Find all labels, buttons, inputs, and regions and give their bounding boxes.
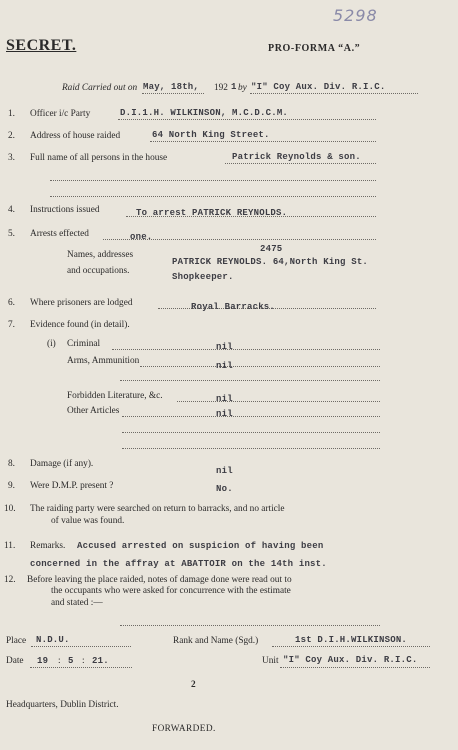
item-8-number: 8. <box>8 459 15 469</box>
date-label: Date <box>6 656 24 666</box>
unit-label: Unit <box>262 656 279 666</box>
raid-date: May, 18th, <box>143 82 200 92</box>
remarks-value-line-2: concerned in the affray at ABATTOIR on the 14th inst. <box>30 559 327 569</box>
dotted-line <box>272 646 430 647</box>
file-number: 5298 <box>333 6 378 25</box>
date-day: 19 <box>37 656 49 666</box>
forwarded-text: FORWARDED. <box>152 724 216 734</box>
item-6-number: 6. <box>8 298 15 308</box>
place-value: N.D.U. <box>36 635 70 645</box>
item-11-number: 11. <box>4 541 16 551</box>
item-12-number: 12. <box>4 575 16 585</box>
dotted-line <box>140 366 380 367</box>
lodged-value: Royal Barracks. <box>191 302 276 312</box>
dotted-line <box>122 448 380 449</box>
dotted-line <box>50 180 376 181</box>
damage-label: Damage (if any). <box>30 459 94 469</box>
address-label: Address of house raided <box>30 131 121 141</box>
form-name: PRO-FORMA “A.” <box>268 43 361 54</box>
dotted-line <box>225 163 376 164</box>
literature-label: Forbidden Literature, &c. <box>67 391 163 401</box>
persons-value: Patrick Reynolds & son. <box>232 152 361 162</box>
dotted-line <box>150 141 376 142</box>
damage-notes-line-1: Before leaving the place raided, notes of damage done were read out to <box>27 575 292 585</box>
item-10-number: 10. <box>4 504 16 514</box>
item-1-number: 1. <box>8 109 15 119</box>
dotted-line <box>30 667 132 668</box>
literature-value: nil <box>216 394 233 404</box>
prisoner-number: 2475 <box>260 244 283 254</box>
page-number: 2 <box>191 680 196 690</box>
criminal-label: Criminal <box>67 339 101 349</box>
dotted-line <box>250 93 418 94</box>
by-label: by <box>238 83 247 93</box>
dmp-label: Were D.M.P. present ? <box>30 481 114 491</box>
other-articles-value: nil <box>216 409 233 419</box>
other-articles-label: Other Articles <box>67 406 120 416</box>
names-value-line-2: Shopkeeper. <box>172 272 234 282</box>
dotted-line <box>112 349 380 350</box>
arms-label: Arms, Ammunition <box>67 356 140 366</box>
date-separator: : <box>82 656 85 666</box>
headquarters-text: Headquarters, Dublin District. <box>6 700 119 710</box>
raid-unit: "I" Coy Aux. Div. R.I.C. <box>251 82 386 92</box>
lodged-label: Where prisoners are lodged <box>30 298 133 308</box>
item-7-sub-number: (i) <box>47 339 56 349</box>
dotted-line <box>122 432 380 433</box>
dotted-line <box>120 625 380 626</box>
dmp-value: No. <box>216 484 233 494</box>
arms-value: nil <box>216 361 233 371</box>
damage-notes-line-2: the occupants who were asked for concurrence with the estimate <box>51 586 291 596</box>
damage-notes-line-3: and stated :— <box>51 598 103 608</box>
persons-label: Full name of all persons in the house <box>30 153 168 163</box>
year-prefix: 192 <box>214 83 228 93</box>
dotted-line <box>50 196 376 197</box>
searched-text-line-1: The raiding party were searched on return to barracks, and no article <box>30 504 285 514</box>
dotted-line <box>118 119 376 120</box>
place-label: Place <box>6 636 27 646</box>
searched-text-line-2: of value was found. <box>51 516 125 526</box>
item-5-number: 5. <box>8 229 15 239</box>
item-4-number: 4. <box>8 205 15 215</box>
dotted-line <box>177 401 380 402</box>
date-year: 21. <box>92 656 109 666</box>
year-suffix: 1 <box>231 82 237 92</box>
item-9-number: 9. <box>8 481 15 491</box>
damage-value: nil <box>216 466 233 476</box>
dotted-line <box>122 416 380 417</box>
arrests-label: Arrests effected <box>30 229 89 239</box>
date-month: 5 <box>68 656 74 666</box>
remarks-label: Remarks. <box>30 541 66 551</box>
raid-label: Raid Carried out on <box>62 83 138 93</box>
item-3-number: 3. <box>8 153 15 163</box>
address-value: 64 North King Street. <box>152 130 270 140</box>
secret-heading: SECRET. <box>6 37 77 54</box>
dotted-line <box>120 380 380 381</box>
dotted-line <box>142 93 204 94</box>
instructions-value: To arrest PATRICK REYNOLDS. <box>136 208 288 218</box>
criminal-value: nil <box>216 342 233 352</box>
arrests-value: one. <box>130 232 153 242</box>
date-separator: : <box>58 656 61 666</box>
remarks-value-line-1: Accused arrested on suspicion of having been <box>77 541 324 551</box>
names-label-line-2: and occupations. <box>67 266 130 276</box>
item-7-number: 7. <box>8 320 15 330</box>
names-label-line-1: Names, addresses <box>67 250 134 260</box>
rank-label: Rank and Name (Sgd.) <box>173 636 259 646</box>
officer-label: Officer i/c Party <box>30 109 91 119</box>
unit-value: "I" Coy Aux. Div. R.I.C. <box>283 655 418 665</box>
evidence-label: Evidence found (in detail). <box>30 320 130 330</box>
instructions-label: Instructions issued <box>30 205 100 215</box>
names-value-line-1: PATRICK REYNOLDS. 64,North King St. <box>172 257 369 267</box>
officer-value: D.I.1.H. WILKINSON, M.C.D.C.M. <box>120 108 289 118</box>
item-2-number: 2. <box>8 131 15 141</box>
rank-value: 1st D.I.H.WILKINSON. <box>295 635 408 645</box>
dotted-line <box>31 646 131 647</box>
dotted-line <box>280 667 430 668</box>
